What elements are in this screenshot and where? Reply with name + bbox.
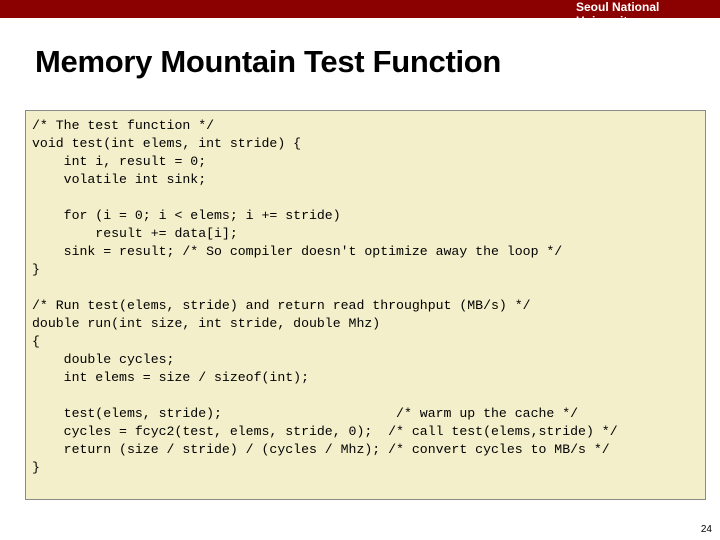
- code-line: volatile int sink;: [32, 172, 207, 187]
- code-line: test(elems, stride); /* warm up the cache */: [32, 406, 579, 421]
- code-line: result += data[i];: [32, 226, 238, 241]
- code-line: for (i = 0; i < elems; i += stride): [32, 208, 341, 223]
- code-line: /* Run test(elems, stride) and return read throughput (MB/s) */: [32, 298, 531, 313]
- code-line: void test(int elems, int stride) {: [32, 136, 302, 151]
- code-line: int i, result = 0;: [32, 154, 207, 169]
- code-listing: [32, 117, 618, 477]
- header-bar: [0, 0, 720, 28]
- code-line: double cycles;: [32, 352, 175, 367]
- code-line: [32, 279, 618, 297]
- code-line: cycles = fcyc2(test, elems, stride, 0); /* call test(elems,stride) */: [32, 424, 618, 439]
- code-line: [32, 387, 618, 405]
- code-line: /* The test function */: [32, 118, 215, 133]
- page-number: 24: [700, 524, 712, 535]
- organization-name: Seoul National University: [576, 0, 660, 28]
- code-line: double run(int size, int stride, double Mhz): [32, 316, 381, 331]
- code-line: sink = result; /* So compiler doesn't optimize away the loop */: [32, 244, 563, 259]
- code-line: {: [32, 334, 40, 349]
- code-line: [32, 189, 618, 207]
- code-line: return (size / stride) / (cycles / Mhz); /* convert cycles to MB/s */: [32, 442, 610, 457]
- slide-title: Memory Mountain Test Function: [35, 44, 502, 79]
- code-line: int elems = size / sizeof(int);: [32, 370, 309, 385]
- code-block: [25, 110, 706, 500]
- code-line: }: [32, 460, 40, 475]
- code-line: }: [32, 262, 40, 277]
